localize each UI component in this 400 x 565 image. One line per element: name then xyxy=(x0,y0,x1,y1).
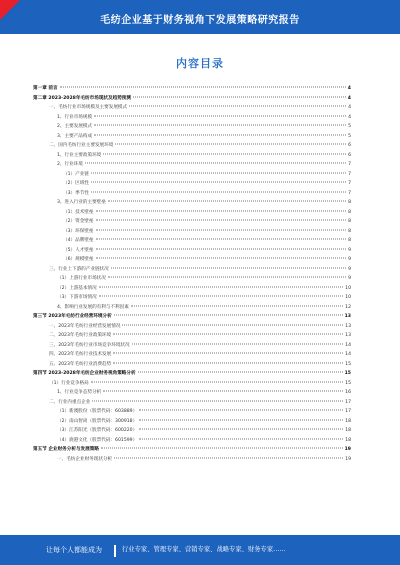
toc-entry-label: 第二章 2023-2028年毛纺市场现状及趋势预测 xyxy=(33,95,131,101)
toc-entry-label: （2）南山智尚（股票代码：300918） xyxy=(57,418,138,424)
toc-dot-leader xyxy=(92,400,343,401)
toc-entry-label: （1）上游行业市场状况 xyxy=(57,276,106,281)
toc-dot-leader xyxy=(139,429,343,430)
toc-entry[interactable] xyxy=(33,407,351,417)
toc-entry-label: 三、2023年毛纺行业市场竞争环境状况 xyxy=(49,342,130,348)
toc-entry-label: （1）新澳股份（股票代码：603889） xyxy=(57,409,138,414)
toc-entry-label: （2）区域性 xyxy=(63,181,89,186)
toc-entry-label: 2、主要发展模式 xyxy=(57,124,93,129)
toc-dot-leader xyxy=(138,372,343,373)
toc-entry-page: 18 xyxy=(345,437,351,443)
toc-entry-page: 17 xyxy=(345,399,351,405)
toc-entry-label: （1）产业链 xyxy=(63,171,89,177)
toc-entry[interactable] xyxy=(33,436,351,446)
toc-entry-page: 8 xyxy=(348,209,351,215)
toc-entry-label: 第一章 前言 xyxy=(33,86,58,91)
toc-entry[interactable] xyxy=(33,94,351,104)
toc-entry[interactable] xyxy=(33,236,351,246)
toc-dot-leader xyxy=(113,353,343,354)
toc-entry[interactable] xyxy=(33,350,351,360)
toc-entry-label: 三、行业上下游的产业链状况 xyxy=(49,266,109,272)
toc-entry-label: （3）江苏阳光（股票代码：600220） xyxy=(57,428,138,433)
toc-entry[interactable] xyxy=(33,274,351,284)
toc-entry-label: （6）规模壁垒 xyxy=(63,257,94,262)
toc-entry-page: 13 xyxy=(344,314,351,319)
toc-entry[interactable] xyxy=(33,455,351,465)
toc-entry[interactable] xyxy=(33,122,351,132)
toc-dot-leader xyxy=(122,324,343,325)
toc-dot-leader xyxy=(96,229,347,230)
toc-entry-page: 4 xyxy=(347,86,351,91)
toc-dot-leader xyxy=(60,87,346,88)
toc-dot-leader xyxy=(96,220,347,221)
toc-entry-label: 1、行业竞争态势分析 xyxy=(57,390,102,395)
toc-entry[interactable] xyxy=(33,284,351,294)
toc-dot-leader xyxy=(103,153,346,154)
toc-entry[interactable] xyxy=(33,198,351,208)
toc-dot-leader xyxy=(85,163,346,164)
toc-entry-label: （2）上游基本情况 xyxy=(57,285,97,291)
toc-dot-leader xyxy=(139,438,343,439)
toc-entry[interactable] xyxy=(33,417,351,427)
toc-dot-leader xyxy=(108,201,346,202)
toc-entry-page: 15 xyxy=(344,371,351,376)
page-footer xyxy=(0,535,400,565)
toc-dot-leader xyxy=(96,239,347,240)
toc-entry[interactable] xyxy=(33,103,351,113)
toc-entry[interactable] xyxy=(33,265,351,275)
toc-entry-page: 6 xyxy=(348,152,351,158)
toc-entry-label: （3）季节性 xyxy=(63,190,89,196)
toc-entry[interactable] xyxy=(33,303,351,313)
toc-entry[interactable] xyxy=(33,322,351,332)
toc-dot-leader xyxy=(96,258,347,259)
toc-entry-label: 第五节 企业财务分析与发展策略 xyxy=(33,447,99,452)
toc-entry-label: 1、行业主要政策环境 xyxy=(57,152,102,158)
toc-entry-label: （2）资金壁垒 xyxy=(63,219,94,224)
toc-entry-label: （3）下游市场情况 xyxy=(57,295,97,300)
toc-entry-page: 19 xyxy=(344,447,351,452)
toc-entry-page: 14 xyxy=(345,342,351,348)
toc-entry-label: 一、2023年毛纺行业经营发展情况 xyxy=(49,323,121,329)
toc-entry-page: 18 xyxy=(345,418,351,424)
toc-entry-page: 6 xyxy=(348,143,351,148)
toc-dot-leader xyxy=(96,210,347,211)
toc-entry-page: 5 xyxy=(348,124,351,129)
toc-entry[interactable] xyxy=(33,341,351,351)
toc-entry-label: （1）技术壁垒 xyxy=(63,209,94,215)
toc-dot-leader xyxy=(99,296,343,297)
toc-entry-page: 10 xyxy=(345,295,351,300)
toc-dot-leader xyxy=(129,106,346,107)
toc-dot-leader xyxy=(108,277,346,278)
toc-dot-leader xyxy=(96,248,347,249)
toc-entry[interactable] xyxy=(33,113,351,123)
toc-entry-page: 9 xyxy=(348,247,351,253)
toc-entry[interactable] xyxy=(33,379,351,389)
toc-entry-label: 3、主要产品构成 xyxy=(57,133,93,139)
toc-entry[interactable] xyxy=(33,388,351,398)
toc-entry-page: 10 xyxy=(345,285,351,291)
toc-dot-leader xyxy=(91,182,346,183)
toc-dot-leader xyxy=(133,96,346,97)
toc-dot-leader xyxy=(114,315,343,316)
toc-entry-page: 7 xyxy=(348,171,351,177)
toc-entry-page: 9 xyxy=(348,266,351,272)
toc-dot-leader xyxy=(139,419,343,420)
toc-entry-label: 二、国内毛纺行业主要发展环境 xyxy=(49,143,114,148)
toc-entry[interactable] xyxy=(33,398,351,408)
toc-entry-label: 2、行业环境 xyxy=(57,162,83,167)
toc-entry-page: 4 xyxy=(347,95,351,101)
toc-entry[interactable] xyxy=(33,189,351,199)
toc-dot-leader xyxy=(114,457,343,458)
toc-entry-label: （4）品牌壁垒 xyxy=(63,238,94,243)
toc-dot-leader xyxy=(113,362,343,363)
footer-slogan-right: 行业专家、管理专家、营销专家、战略专家、财务专家…… xyxy=(122,546,286,553)
toc-entry-page: 16 xyxy=(345,390,351,395)
page-header xyxy=(0,0,400,34)
toc-dot-leader xyxy=(91,381,343,382)
toc-entry-page: 9 xyxy=(348,257,351,262)
toc-dot-leader xyxy=(103,391,343,392)
toc-entry-label: 一、毛纺企业财务现状分析 xyxy=(57,456,113,462)
toc-entry-page: 8 xyxy=(348,219,351,224)
toc-entry-label: 一、毛纺行业市场规模及主要发展模式 xyxy=(49,105,128,110)
toc-entry[interactable] xyxy=(33,217,351,227)
toc-dot-leader xyxy=(94,125,346,126)
toc-dot-leader xyxy=(91,172,346,173)
toc-entry[interactable] xyxy=(33,132,351,142)
toc-entry-label: 五、2023年毛纺行业消费趋势 xyxy=(49,361,112,367)
toc-entry-label: （4）鹿港文化（股票代码：601599） xyxy=(57,437,138,443)
toc-dot-leader xyxy=(99,286,343,287)
footer-slogan-left: 让每个人都能成为 xyxy=(46,546,102,554)
toc-entry-label: （3）环保壁垒 xyxy=(63,228,94,234)
toc-entry-page: 19 xyxy=(345,456,351,462)
toc-entry[interactable] xyxy=(33,227,351,237)
toc-entry-label: 二、行业内重点企业 xyxy=(49,399,91,405)
toc-dot-leader xyxy=(101,448,343,449)
toc-entry[interactable] xyxy=(33,84,351,94)
toc-dot-leader xyxy=(111,267,346,268)
toc-entry-page: 8 xyxy=(348,200,351,205)
toc-entry-label: 四、2023年毛纺行业技术发展 xyxy=(49,352,112,357)
toc-entry-page: 13 xyxy=(345,323,351,329)
toc-entry[interactable] xyxy=(33,246,351,256)
toc-dot-leader xyxy=(94,134,346,135)
toc-entry-label: 1、行业市场规模 xyxy=(57,114,93,120)
toc-entry-label: 第四节 2023-2028年毛纺企业财务视角策略分析 xyxy=(33,371,136,376)
toc-entry-page: 8 xyxy=(348,238,351,243)
report-title: 毛纺企业基于财务视角下发展策略研究报告 xyxy=(100,15,300,26)
toc-entry-page: 15 xyxy=(345,380,351,386)
toc-entry-page: 13 xyxy=(345,333,351,338)
toc-entry[interactable] xyxy=(33,151,351,161)
toc-entry-label: 4、影响行业发展的有利与不利因素 xyxy=(57,304,129,310)
toc-dot-leader xyxy=(131,305,343,306)
toc-entry-label: 3、进入行业的主要壁垒 xyxy=(57,200,106,205)
toc-entry-page: 17 xyxy=(345,409,351,414)
toc-entry-page: 18 xyxy=(345,428,351,433)
toc-entry[interactable] xyxy=(33,179,351,189)
toc-entry[interactable] xyxy=(33,255,351,265)
toc-entry-page: 4 xyxy=(348,114,351,120)
toc-entry-page: 15 xyxy=(345,361,351,367)
toc-entry-page: 4 xyxy=(348,105,351,110)
toc-entry-page: 7 xyxy=(348,181,351,186)
toc-entry-page: 12 xyxy=(345,304,351,310)
toc-entry[interactable] xyxy=(33,170,351,180)
toc-dot-leader xyxy=(113,334,343,335)
toc-dot-leader xyxy=(91,191,346,192)
toc-entry-page: 8 xyxy=(348,228,351,234)
toc-entry[interactable] xyxy=(33,312,351,322)
toc-entry-label: 二、2023年毛纺行业政策环境 xyxy=(49,333,112,338)
toc-dot-leader xyxy=(132,343,344,344)
toc-title: 内容目录 xyxy=(176,57,224,70)
toc-dot-leader xyxy=(94,115,346,116)
toc-entry[interactable] xyxy=(33,445,351,455)
toc-entry[interactable] xyxy=(33,369,351,379)
toc-entry[interactable] xyxy=(33,208,351,218)
toc-list xyxy=(33,84,351,464)
toc-entry[interactable] xyxy=(33,141,351,151)
toc-entry[interactable] xyxy=(33,293,351,303)
toc-entry-label: （5）人才壁垒 xyxy=(63,247,94,253)
toc-entry[interactable] xyxy=(33,331,351,341)
toc-entry[interactable] xyxy=(33,160,351,170)
toc-entry[interactable] xyxy=(33,360,351,370)
toc-entry-label: （1）行业竞争格局 xyxy=(49,380,89,386)
toc-entry-page: 5 xyxy=(348,133,351,139)
toc-entry-label: 第三节 2023年毛纺行业经营环境分析 xyxy=(33,314,112,319)
toc-dot-leader xyxy=(115,144,346,145)
footer-separator xyxy=(114,545,116,557)
toc-entry-page: 7 xyxy=(348,190,351,196)
toc-entry-page: 7 xyxy=(348,162,351,167)
toc-entry[interactable] xyxy=(33,426,351,436)
toc-dot-leader xyxy=(139,410,343,411)
toc-entry-page: 14 xyxy=(345,352,351,357)
toc-entry-page: 9 xyxy=(348,276,351,281)
